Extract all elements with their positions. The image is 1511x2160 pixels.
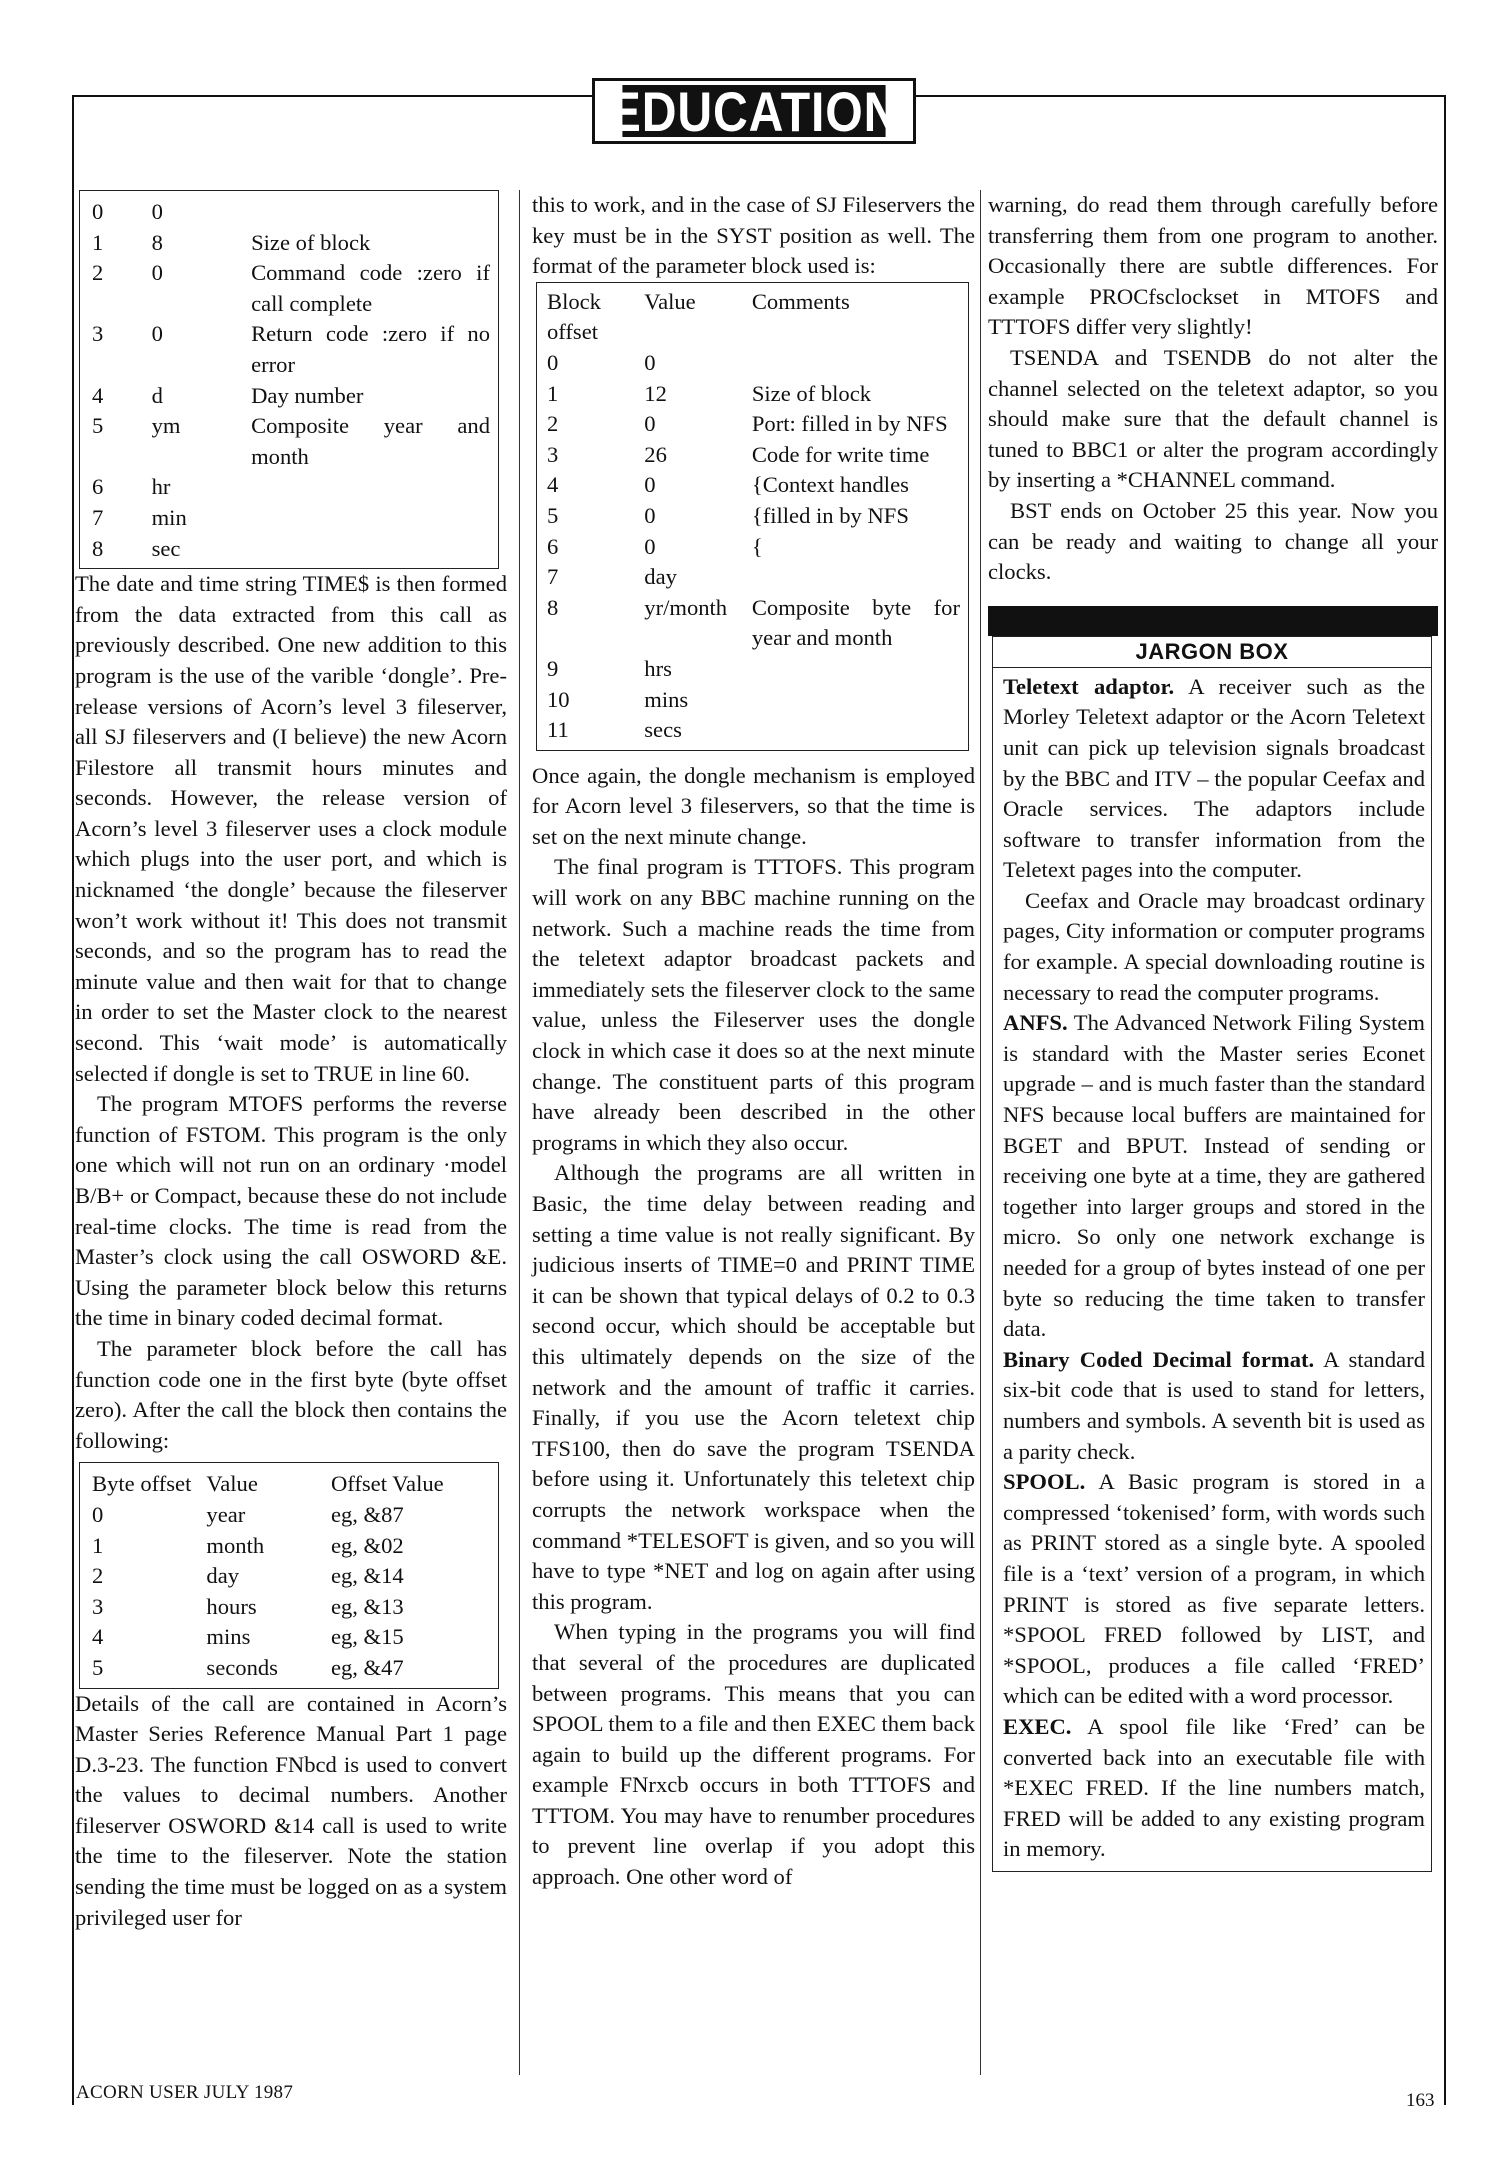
table-cell: 12 (644, 380, 667, 406)
col1-paragraph-1: The date and time string TIME$ is then formed from the data extracted from this call as previously described. One new addition to this program is the use of the varible ‘dongle’. Pre-release versions of Acorn’s level 3 fileserver, all SJ fileservers and (I believe) the new Acorn Filestore all transmit hours minutes and seconds. However, the release version of Acorn’s level 3 fileserver uses a clock module which plugs into the user port, and which is nicknamed ‘the dongle’ because the fileserver won’t work without it! This does not transmit seconds, and so the program has to read the minute value and then wait for that to change in order to set the Master clock to the nearest second. This ‘wait mode’ is automatically selected if dongle is set to TRUE in line 60. (75, 571, 507, 1086)
jargon-entry-anfs (1003, 1008, 1425, 1345)
table-row (547, 715, 960, 746)
table-cell: Size of block (251, 229, 371, 255)
table-header-row (92, 1469, 490, 1500)
table-row (547, 348, 960, 379)
table-cell: 0 (644, 411, 656, 437)
table-row (92, 1561, 490, 1592)
jargon-term-anfs: ANFS. (1003, 1010, 1068, 1036)
table-row (547, 593, 960, 654)
table-cell: 8 (151, 229, 163, 255)
table-row (92, 197, 490, 228)
table-cell: 4 (547, 472, 559, 498)
table-cell: mins (644, 686, 689, 712)
table-cell: 7 (92, 504, 104, 530)
table-cell: Block offset (547, 288, 601, 345)
table-cell: secs (644, 717, 682, 743)
table-cell: yr/month (644, 594, 728, 620)
table-cell: 8 (547, 594, 559, 620)
table-row (547, 654, 960, 685)
table-cell (251, 472, 490, 503)
column-rule-1 (519, 190, 520, 2075)
table-cell: 5 (92, 413, 104, 439)
col1-paragraph-4: Details of the call are contained in Acorn’s Master Series Reference Manual Part 1 page D.3-23. The function FNbcd is used to convert the values to decimal numbers. Another fileserver OSWORD &14 call is used to write the time to the fileserver. Note the station sending the time must be logged on as a system privileged user for (75, 1690, 507, 1930)
table-cell: 9 (547, 655, 559, 681)
table-cell: 0 (92, 199, 104, 224)
table-cell: day (644, 564, 677, 590)
table-cell: 3 (92, 1593, 104, 1619)
table-cell: 2 (92, 1563, 104, 1589)
jargon-def-bcd: A standard six-bit code that is used to stand for letters, numbers and symbols. A seventh bit is used as a parity check. (1003, 1346, 1425, 1464)
table-cell: hours (206, 1593, 257, 1619)
table-cell: day (206, 1563, 240, 1589)
table-header-row (547, 287, 960, 348)
table-cell (752, 654, 960, 685)
table-cell: 0 (151, 199, 163, 224)
table-cell: 5 (92, 1654, 104, 1680)
table-cell: ym (151, 413, 181, 439)
table-row (547, 440, 960, 471)
col1-paragraph-3: The parameter block before the call has function code one in the first byte (byte offset zero). After the call the block then contains the following: (75, 1335, 507, 1453)
bcd-block-table (79, 1462, 499, 1688)
table-row (92, 1653, 490, 1684)
column-3 (988, 190, 1438, 1872)
table-row (92, 472, 490, 503)
table-cell: 4 (92, 1624, 104, 1650)
column-rule-2 (980, 190, 981, 2075)
jargon-def-exec: A spool file like ‘Fred’ can be converted back into an executable file with *EXEC FRED. If the line numbers match, FRED will be added to any existing program in memory. (1003, 1713, 1425, 1862)
page-frame-right (1444, 95, 1446, 2105)
table-cell: eg, &15 (330, 1624, 404, 1650)
table-cell: Offset Value (330, 1471, 444, 1497)
table-row (547, 685, 960, 716)
bcd-block-grid (92, 1469, 490, 1683)
table-cell: month (206, 1532, 265, 1558)
table-row (92, 1500, 490, 1531)
col3-paragraph-2: TSENDA and TSENDB do not alter the channel selected on the teletext adaptor, so you should make sure that the default channel is tuned to BBC1 or alter the program accordingly by inserting a *CHANNEL command. (988, 344, 1438, 493)
jargon-term-teletext: Teletext adaptor. (1003, 673, 1175, 699)
table-row (92, 1531, 490, 1562)
col3-paragraph-1: warning, do read them through carefully before transferring them from one program to another. Occasionally there are subtle differences. For example PROCfsclockset in MTOFS and TTTOFS differ very slightly! (988, 192, 1438, 340)
table-cell: Byte offset (92, 1471, 192, 1497)
table-cell: 0 (644, 349, 656, 375)
table-cell: Value (206, 1471, 258, 1497)
table-cell: 0 (644, 502, 656, 528)
table-cell: Composite year and month (251, 413, 490, 469)
table-cell: hrs (644, 655, 672, 681)
table-cell: 0 (92, 1501, 104, 1527)
table-cell: min (151, 504, 187, 530)
table-cell: 0 (151, 321, 163, 347)
table-row (547, 379, 960, 410)
table-row (92, 503, 490, 534)
jargon-entry-teletext (1003, 672, 1425, 886)
table-cell: eg, &02 (330, 1532, 404, 1558)
table-cell: 2 (547, 411, 559, 437)
jargon-def-spool: A Basic program is stored in a compressed ‘tokenised’ form, with words such as PRINT stored as a single byte. A spooled file is a ‘text’ version of a program, in which PRINT is stored as five separate letters. *SPOOL FRED followed by LIST, and *SPOOL, produces a file called ‘FRED’ which can be edited with a word processor. (1003, 1469, 1425, 1709)
table-cell: 1 (547, 380, 559, 406)
table-row (92, 258, 490, 319)
table-cell (251, 503, 490, 534)
table-cell: Comments (751, 288, 850, 314)
jargon-box-bar (988, 606, 1438, 636)
table-cell: Command code :zero if call complete (251, 260, 490, 316)
jargon-term-exec: EXEC. (1003, 1713, 1072, 1739)
table-cell: 1 (92, 1532, 104, 1558)
table-cell: year (206, 1501, 246, 1527)
table-cell: 4 (92, 382, 104, 408)
jargon-entry-teletext-2: Ceefax and Oracle may broadcast ordinary pages, City information or computer programs for example. A special downloading routine is necessary to read the computer programs. (1003, 887, 1425, 1005)
table-row (547, 501, 960, 532)
table-cell (752, 715, 960, 746)
table-cell: 0 (547, 349, 559, 375)
table-cell: 0 (151, 260, 163, 286)
jargon-box-title: JARGON BOX (993, 637, 1431, 668)
table-cell (251, 197, 490, 228)
jargon-term-spool: SPOOL. (1003, 1469, 1086, 1495)
table-row (92, 534, 490, 565)
table-cell: Day number (251, 382, 364, 408)
table-cell: 0 (644, 533, 656, 559)
table-row (547, 409, 960, 440)
table-row (92, 319, 490, 380)
footer-page-number: 163 (1406, 2090, 1435, 2111)
jargon-entry-spool (1003, 1467, 1425, 1712)
table-cell: {filled in by NFS (751, 502, 909, 528)
jargon-entry-exec (1003, 1712, 1425, 1865)
table-cell: eg, &87 (330, 1501, 404, 1527)
col2-paragraph-2: Once again, the dongle mechanism is employed for Acorn level 3 fileservers, so that the time is set on the next minute change. (532, 762, 975, 849)
table-cell: Size of block (751, 380, 872, 406)
table-cell: hr (151, 474, 171, 500)
table-cell: 1 (92, 229, 104, 255)
table-cell (752, 685, 960, 716)
table-cell: Return code :zero if no error (251, 321, 490, 377)
table-cell: {Context handles (751, 472, 909, 498)
jargon-term-bcd: Binary Coded Decimal format. (1003, 1346, 1315, 1372)
table-row (92, 1592, 490, 1623)
table-cell: d (151, 382, 163, 408)
column-2 (532, 190, 975, 1893)
col2-paragraph-1: this to work, and in the case of SJ Fileservers the key must be in the SYST position as well. The format of the parameter block used is: (532, 192, 975, 279)
table-row (92, 411, 490, 472)
table-cell: mins (206, 1624, 251, 1650)
parameter-block-grid (547, 287, 960, 746)
table-cell (752, 562, 960, 593)
table-cell: Composite byte for year and month (751, 594, 960, 651)
table-cell: 2 (92, 260, 104, 286)
table-row (547, 532, 960, 563)
table-cell: eg, &13 (330, 1593, 404, 1619)
section-title: EDUCATION (608, 79, 900, 143)
footer-magazine: ACORN USER JULY 1987 (76, 2082, 294, 2103)
col2-paragraph-5: When typing in the programs you will find that several of the procedures are duplicated between programs. This means that you can SPOOL them to a file and then EXEC them back again to build up the different programs. For example FNrxcb occurs in both TTTOFS and TTTOM. You may have to renumber procedures to prevent line overlap if you adopt this approach. One other word of (532, 1619, 975, 1890)
table-cell: 11 (547, 717, 569, 743)
jargon-def-anfs: The Advanced Network Filing System is standard with the Master series Econet upgrade – and is much faster than the standard NFS because local buffers are maintained for BGET and BPUT. Instead of sending or receiving one byte at a time, they are gathered together into larger groups and stored in the micro. So only one network exchange is needed for a group of bytes instead of one per byte so reducing the time taken to transfer data. (1003, 1010, 1425, 1342)
table-row (92, 381, 490, 412)
table-cell: seconds (206, 1654, 278, 1680)
table-cell (752, 348, 960, 379)
col2-paragraph-4: Although the programs are all written in Basic, the time delay between reading and setting a time value is not really significant. By judicious inserts of TIME=0 and PRINT TIME it can be shown that typical delays of 0.2 to 0.3 second occur, which should be acceptable but this ultimately depends on the size of the network and the amount of traffic it carries. Finally, if you use the Acorn teletext chip TFS100, then do save the program TSENDA before using it. Unfortunately this teletext chip corrupts the network workspace when the command *TELESOFT is given, and so you will have to type *NET and log on again after using this program. (532, 1160, 975, 1614)
table-cell: 26 (644, 441, 667, 467)
col2-paragraph-3: The final program is TTTOFS. This program will work on any BBC machine running on the network. Such a machine reads the time from the teletext adaptor broadcast packets and immediately sets the fileserver clock to the same value, unless the Fileserver uses the dongle clock in which case it does so at the next minute change. The constituent parts of this program have already been described in the other programs in which they also occur. (532, 854, 975, 1155)
table-cell: 3 (92, 321, 104, 347)
table-cell: 6 (547, 533, 559, 559)
jargon-entry-bcd (1003, 1345, 1425, 1467)
table-cell: Port: filled in by NFS (751, 411, 948, 437)
page-frame-left (72, 95, 74, 2105)
parameter-block-table (536, 282, 969, 751)
table-cell: 5 (547, 502, 559, 528)
table-row (92, 1622, 490, 1653)
table-cell: Value (644, 288, 696, 314)
col1-paragraph-2: The program MTOFS performs the reverse function of FSTOM. This program is the only one which will not run on an ordinary ·model B/B+ or Compact, because these do not include real-time clocks. The time is read from the Master’s clock using the call OSWORD &E. Using the parameter block below this returns the time in binary coded decimal format. (75, 1091, 507, 1331)
table-cell (251, 534, 490, 565)
date-block-grid (92, 197, 490, 564)
table-cell: eg, &14 (330, 1563, 404, 1589)
table-cell: 7 (547, 564, 559, 590)
column-1 (75, 190, 507, 1933)
table-cell: Code for write time (751, 441, 930, 467)
table-row (92, 228, 490, 259)
date-block-table (79, 190, 499, 569)
table-row (547, 562, 960, 593)
table-cell: 10 (547, 686, 570, 712)
jargon-box-body (993, 668, 1431, 1871)
section-banner (592, 78, 916, 144)
col3-paragraph-3: BST ends on October 25 this year. Now you can be ready and waiting to change all your clocks. (988, 497, 1438, 585)
table-cell: 8 (92, 535, 104, 561)
jargon-def-teletext: A receiver such as the Morley Teletext adaptor or the Acorn Teletext unit can pick up television signals broadcast by the BBC and ITV – the popular Ceefax and Oracle services. The adaptors include software to transfer information from the Teletext pages into the computer. (1003, 673, 1426, 883)
table-row (547, 470, 960, 501)
table-cell: sec (151, 535, 181, 561)
table-cell: eg, &47 (330, 1654, 404, 1680)
table-cell: { (751, 533, 763, 559)
table-cell: 0 (644, 472, 656, 498)
jargon-box (992, 636, 1432, 1872)
table-cell: 6 (92, 474, 104, 500)
table-cell: 3 (547, 441, 559, 467)
